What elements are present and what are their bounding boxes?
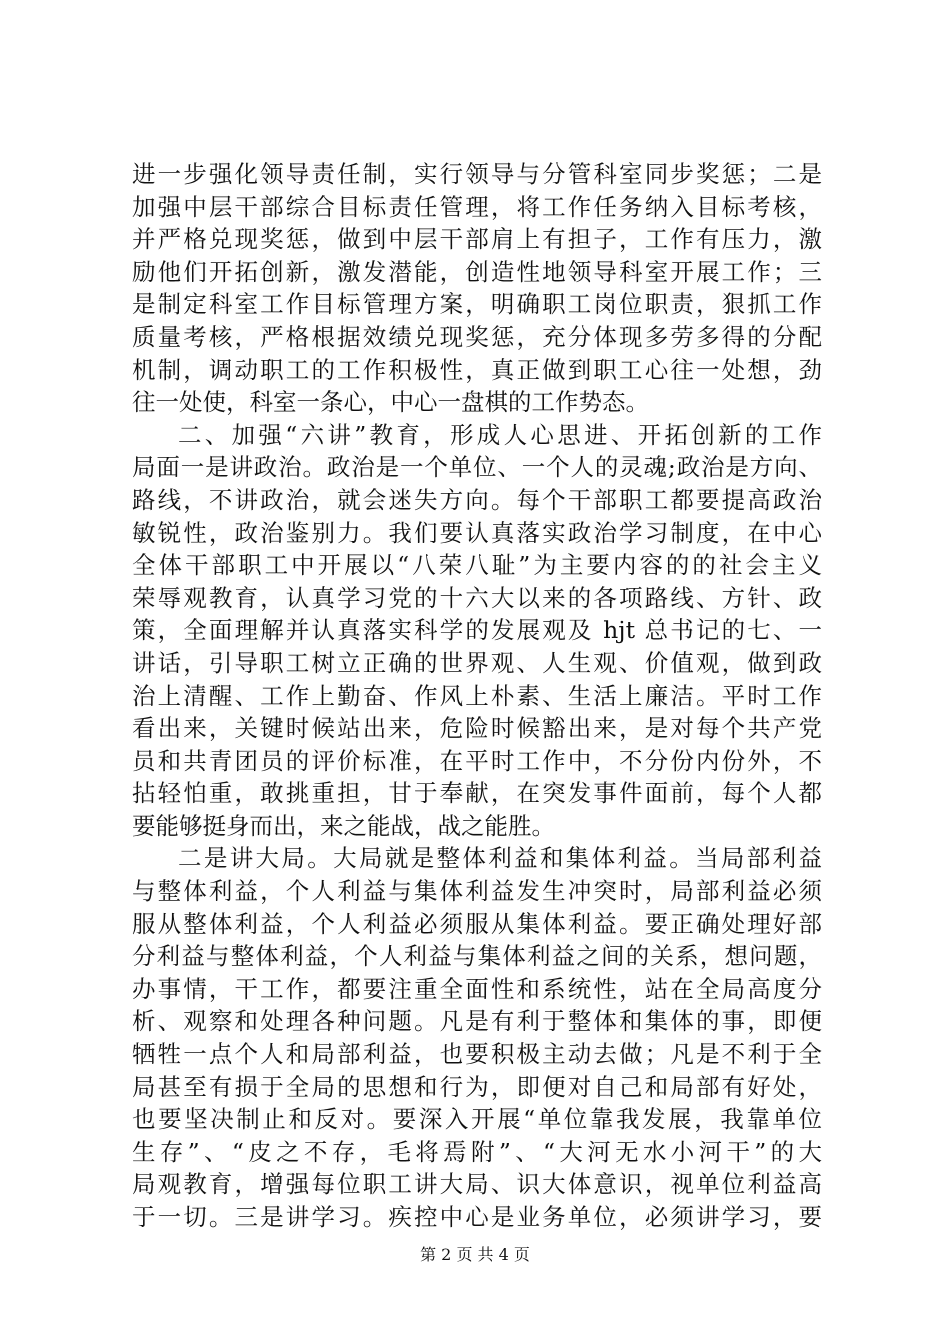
text-line: 与整体利益，个人利益与集体利益发生冲突时，局部利益必须 bbox=[132, 877, 822, 906]
text-line: 员和共青团员的评价标准，在平时工作中，不分份内份外，不 bbox=[132, 746, 822, 775]
text-line: 策，全面理解并认真落实科学的发展观及 hjt 总书记的七、一 bbox=[132, 616, 822, 645]
text-line: 析、观察和处理各种问题。凡是有利于整体和集体的事，即便 bbox=[132, 1007, 822, 1036]
text-line: 看出来，关键时候站出来，危险时候豁出来，是对每个共产党 bbox=[132, 714, 822, 743]
text-line: 办事情，干工作，都要注重全面性和系统性，站在全局高度分 bbox=[132, 974, 822, 1003]
text-line: 局甚至有损于全局的思想和行为，即便对自己和局部有好处， bbox=[132, 1072, 822, 1101]
text-line: 是制定科室工作目标管理方案，明确职工岗位职责，狠抓工作 bbox=[132, 290, 822, 319]
text-line: 治上清醒、工作上勤奋、作风上朴素、生活上廉洁。平时工作 bbox=[132, 681, 822, 710]
page-footer: 第 2 页 共 4 页 bbox=[420, 1245, 530, 1264]
text-line: 质量考核，严格根据效绩兑现奖惩，充分体现多劳多得的分配 bbox=[132, 322, 822, 351]
text-line: 敏锐性，政治鉴别力。我们要认真落实政治学习制度，在中心 bbox=[132, 518, 822, 547]
text-line: 荣辱观教育，认真学习党的十六大以来的各项路线、方针、政 bbox=[132, 583, 822, 612]
text-line: 全体干部职工中开展以“八荣八耻”为主要内容的的社会主义 bbox=[132, 551, 822, 580]
text-line: 并严格兑现奖惩，做到中层干部肩上有担子，工作有压力，激 bbox=[132, 225, 822, 254]
text-line: 往一处使，科室一条心，中心一盘棋的工作势态。 bbox=[132, 388, 649, 417]
text-line: 牺牲一点个人和局部利益，也要积极主动去做；凡是不利于全 bbox=[132, 1040, 822, 1069]
text-line: 生存”、“皮之不存，毛将焉附”、“大河无水小河干”的大 bbox=[132, 1137, 822, 1166]
text-line: 二是讲大局。大局就是整体利益和集体利益。当局部利益 bbox=[178, 844, 822, 873]
text-line: 于一切。三是讲学习。疾控中心是业务单位，必须讲学习，要 bbox=[132, 1203, 822, 1231]
text-line: 分利益与整体利益，个人利益与集体利益之间的关系，想问题， bbox=[132, 942, 822, 971]
text-line: 进一步强化领导责任制，实行领导与分管科室同步奖惩；二是 bbox=[132, 160, 822, 188]
text-line: 拈轻怕重，敢挑重担，甘于奉献，在突发事件面前，每个人都 bbox=[132, 779, 822, 808]
text-line: 要能够挺身而出，来之能战，战之能胜。 bbox=[132, 811, 555, 840]
text-line: 励他们开拓创新，激发潜能，创造性地领导科室开展工作；三 bbox=[132, 257, 822, 286]
text-line: 路线，不讲政治，就会迷失方向。每个干部职工都要提高政治 bbox=[132, 485, 822, 514]
text-line: 局观教育，增强每位职工讲大局、识大体意识，视单位利益高 bbox=[132, 1170, 822, 1199]
text-line: 机制，调动职工的工作积极性，真正做到职工心往一处想，劲 bbox=[132, 355, 822, 384]
document-body bbox=[132, 158, 822, 1234]
text-line: 加强中层干部综合目标责任管理，将工作任务纳入目标考核， bbox=[132, 192, 822, 221]
text-line: 也要坚决制止和反对。要深入开展“单位靠我发展，我靠单位 bbox=[132, 1105, 822, 1134]
text-line: 服从整体利益，个人利益必须服从集体利益。要正确处理好部 bbox=[132, 909, 822, 938]
text-line: 讲话，引导职工树立正确的世界观、人生观、价值观，做到政 bbox=[132, 648, 822, 677]
text-line: 二、加强“六讲”教育，形成人心思进、开拓创新的工作 bbox=[178, 420, 822, 449]
text-line: 局面一是讲政治。政治是一个单位、一个人的灵魂;政治是方向、 bbox=[132, 453, 822, 482]
